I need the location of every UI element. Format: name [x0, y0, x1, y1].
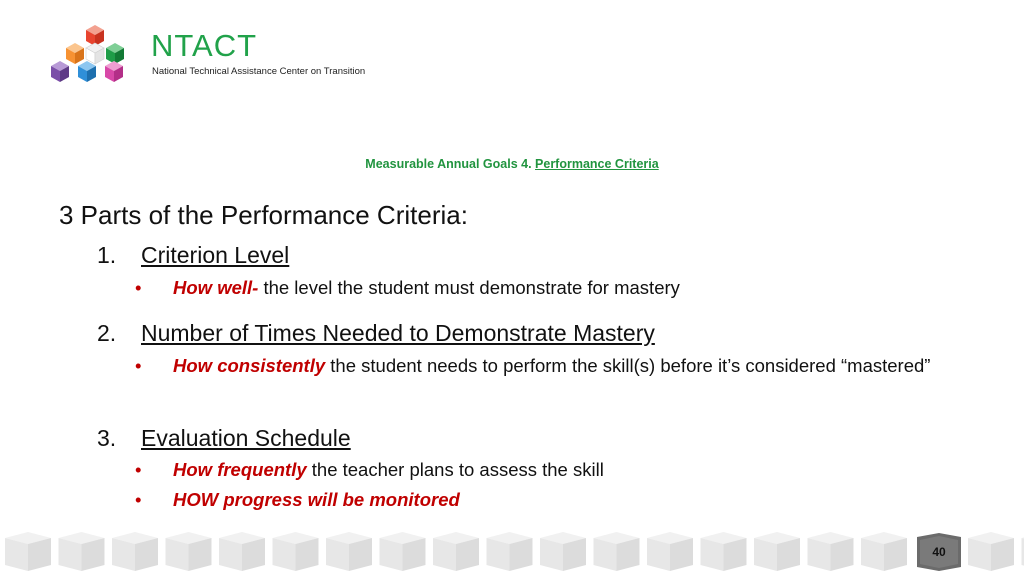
- bullet-dot-icon: •: [135, 459, 142, 480]
- list-number: 2.: [97, 320, 117, 346]
- page-number: 40: [932, 545, 946, 559]
- slide-subtitle: [0, 157, 1024, 171]
- footer-cube-icon: [112, 532, 158, 571]
- footer-cube-icon: [594, 532, 640, 571]
- bullet-body: the teacher plans to assess the skill: [306, 459, 604, 480]
- footer-cube-icon: [219, 532, 265, 571]
- footer-cube-icon: [968, 532, 1014, 571]
- cube-green-icon: [106, 43, 124, 64]
- cube-orange-icon: [66, 43, 84, 64]
- footer-cube-icon: [433, 532, 479, 571]
- footer-cube-icon: [380, 532, 426, 571]
- footer-cube-icon: [701, 532, 747, 571]
- cube-purple-icon: [51, 61, 69, 82]
- footer-cube-icon: [754, 532, 800, 571]
- cube-blue-icon: [78, 61, 96, 82]
- bullet-emphasis: How consistently: [173, 355, 326, 376]
- logo-subtitle: National Technical Assistance Center on Transition: [152, 66, 366, 77]
- list-label: Evaluation Schedule: [141, 425, 351, 451]
- bullet-body: the level the student must demonstrate for mastery: [258, 277, 680, 298]
- bullet-dot-icon: •: [135, 489, 142, 510]
- footer-cube-icon: [861, 532, 907, 571]
- footer-cube-icon: [5, 532, 51, 571]
- bullet-emphasis: How frequently: [173, 459, 307, 480]
- footer-cube-row: [0, 528, 1024, 575]
- logo-title: NTACT: [151, 28, 258, 63]
- list-label: Number of Times Needed to Demonstrate Mastery: [141, 320, 655, 346]
- subtitle-prefix: Measurable Annual Goals 4.: [365, 157, 536, 171]
- bullet-text: [173, 458, 963, 482]
- bullet-body: the student needs to perform the skill(s) before it’s considered “mastered”: [325, 355, 931, 376]
- bullet-text: [173, 354, 963, 378]
- cubes-logo-icon: [48, 22, 138, 88]
- bullet-emphasis: HOW progress will be monitored: [173, 489, 460, 510]
- cube-white-icon: [86, 43, 104, 64]
- footer-cube-icon: [59, 532, 105, 571]
- bullet-emphasis: How well-: [173, 277, 259, 298]
- footer-cube-icon: [647, 532, 693, 571]
- ntact-logo: [48, 22, 408, 88]
- bullet-dot-icon: •: [135, 277, 142, 298]
- footer-cube-icon: [166, 532, 212, 571]
- list-number: 1.: [97, 242, 117, 268]
- bullet-text: [173, 276, 963, 300]
- footer-cube-icon: [273, 532, 319, 571]
- list-number: 3.: [97, 425, 117, 451]
- slide-heading: 3 Parts of the Performance Criteria:: [59, 200, 468, 230]
- bullet-dot-icon: •: [135, 355, 142, 376]
- footer-cube-icon: [540, 532, 586, 571]
- footer-cube-icon: [487, 532, 533, 571]
- footer-cube-icon: [326, 532, 372, 571]
- bullet-text: [173, 488, 963, 512]
- footer-cube-icon: [808, 532, 854, 571]
- list-label: Criterion Level: [141, 242, 290, 268]
- cube-pink-icon: [105, 61, 123, 82]
- subtitle-link[interactable]: Performance Criteria: [535, 157, 659, 171]
